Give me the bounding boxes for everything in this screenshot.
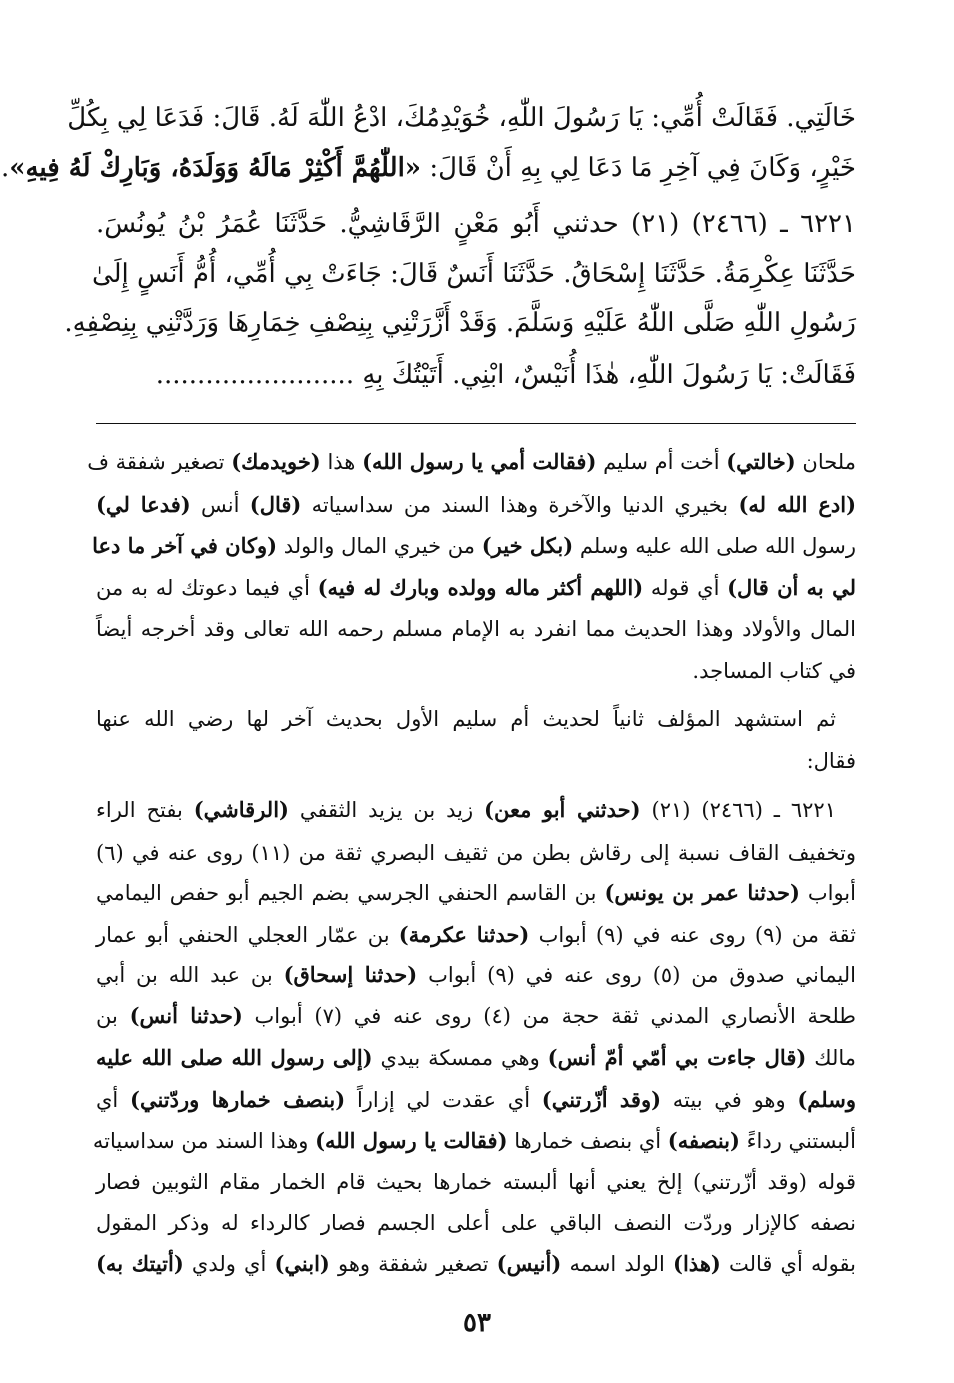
commentary-line: وسلم) وهو في بيته (وقد أزّرتني) أي عقدت لي إزاراً (بنصف خمارها وردّتني) أي	[96, 1087, 856, 1112]
commentary-line: رسول الله صلى الله عليه وسلم (بكل خير) من خيري المال والولد (وكان في آخر ما دعا	[92, 533, 856, 558]
commentary-line: ٦٢٢١ ـ (٢٤٦٦) (٢١) (حدثني أبو معن) زيد بن يزيد الثقفي (الرقاشي) بفتح الراء	[96, 797, 836, 822]
commentary-line: ألبستني رداءً (بنصفه) أي بنصف خمارها (فقالت يا رسول الله) وهذا السند من سداسياته	[92, 1128, 856, 1153]
commentary-line: ثقة من (٩) روى عنه في (٩) أبواب (حدثنا عكرمة) بن عمّار العجلي الحنفي أبو عمار	[96, 922, 856, 947]
commentary-line: (ادع الله له) بخيري الدنيا والآخرة وهذا السند من سداسياته (قال) أنس (فدعا لي)	[96, 492, 856, 517]
commentary-line: المال والأولاد وهذا الحديث مما انفرد به الإمام مسلم رحمه الله تعالى وقد أخرجه أيضاً	[96, 617, 856, 641]
main-text-line: رَسُولِ اللّٰهِ صَلَّى اللّٰهُ عَلَيْهِ وَسَلَّمَ. وَقَدْ أَزَّرَتْنِي بِنِصْفِ خِمَارِهَا وَرَدَّتْنِي بِنِصْفِهِ.	[64, 308, 856, 338]
footnote-divider	[96, 423, 856, 424]
commentary-line: قوله (وقد أزّرتني) إلخ يعني أنها ألبسته خمارها بحيث قام الخمار مقام الثوبين فصار	[96, 1170, 856, 1194]
commentary-line: ملحان (خالتي) أخت أم سليم (فقالت أمي يا رسول الله) هذا (خويدمك) تصغير شفقة ف	[87, 449, 856, 474]
main-text-line: ٦٢٢١ ـ (٢٤٦٦) (٢١) حدثني أَبُو مَعْنٍ الرَّقَاشِيُّ. حَدَّثَنَا عُمَرُ بْنُ يُونُسَ.	[96, 209, 856, 239]
page-number: ٥٣	[463, 1308, 491, 1338]
main-text-line: خَالَتِي. فَقَالَتْ أُمِّي: يَا رَسُولَ اللّٰهِ، خُوَيْدِمُكَ، ادْعُ اللّٰهَ لَهُ. قَالَ: فَدَعَا لِي بِكُلِّ	[67, 103, 856, 133]
commentary-line: في كتاب المساجد.	[692, 659, 856, 683]
commentary-line: ثم استشهد المؤلف ثانياً لحديث أم سليم الأول بحديث آخر لها رضي الله عنها	[96, 707, 836, 731]
main-text-line: خَيْرٍ، وَكَانَ فِي آخِرِ مَا دَعَا لِي بِهِ أَنْ قَالَ: «اللّٰهُمَّ أَكْثِرْ مَالَهُ وَوَلَدَهُ، وَبَارِكْ لَهُ فِيهِ».	[0, 153, 856, 183]
commentary-line: فقال:	[806, 749, 856, 773]
commentary-line: بقوله أي قالت (هذا) الولد اسمه (أنيس) تصغير شفقة وهو (ابني) أي ولدي (أتيتك به)	[96, 1251, 856, 1276]
commentary-line: وتخفيف القاف نسبة إلى رقاش بطن من ثقيف البصري ثقة من (١١) روى عنه في (٦)	[96, 841, 856, 865]
commentary-line: لي به أن قال) أي قوله (اللهم أكثر ماله وولده وبارك له فيه) أي فيما دعوتك له به من	[96, 575, 856, 600]
commentary-line: اليماني صدوق من (٥) روى عنه في (٩) أبواب (حدثنا إسحاق) بن عبد الله بن أبي	[96, 962, 856, 987]
commentary-line: نصفه كالإزار وردّت النصف الباقي على أعلى الجسم فصار كالرداء له وذكر المقول	[96, 1211, 856, 1235]
commentary-line: طلحة الأنصاري المدني ثقة حجة من (٤) روى عنه في (٧) أبواب (حدثنا أنس) بن	[96, 1003, 856, 1028]
commentary-line: أبواب (حدثنا عمر بن يونس) بن القاسم الحنفي الجرسي بضم الجيم أبو حفص اليمامي	[96, 880, 856, 905]
main-text-line: حَدَّثَنَا عِكْرِمَةُ. حَدَّثَنَا إِسْحَاقُ. حَدَّثَنَا أَنَسٌ قَالَ: جَاءَتْ بِي أُمِّي، أُمُّ أَنَسٍ إِلَىٰ	[91, 259, 856, 289]
commentary-line: مالك (قال جاءت بي أمّي أمّ أنس) وهي ممسكة بيدي (إلى رسول الله صلى الله عليه	[96, 1045, 856, 1070]
main-text-line: فَقَالَتْ: يَا رَسُولَ اللّٰهِ، هٰذَا أُنَيْسٌ، ابْنِي. أَتَيْتُكَ بِهِ ........................	[155, 360, 856, 390]
